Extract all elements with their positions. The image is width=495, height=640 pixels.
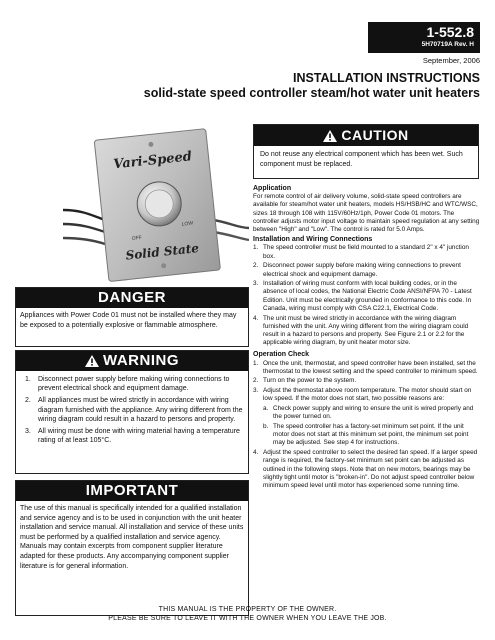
list-item: b. The speed controller has a factory-set minimum set point. If the unit motor does not start at this minimum set point, the minimum set point may be adjusted. See step 4 for instructions. bbox=[263, 422, 469, 447]
document-date: September, 2006 bbox=[422, 56, 480, 65]
application-heading: Application bbox=[253, 185, 292, 192]
list-item: a. Check power supply and wiring to ensure the unit is wired properly and the power turned on. bbox=[263, 405, 474, 421]
danger-text: Appliances with Power Code 01 must not be installed where they may be exposed to a potentially explosive or flammable atmosphere. bbox=[20, 312, 237, 329]
list-item: 3. All wiring must be done with wiring material having a temperature rating of at least 105°C. bbox=[25, 428, 240, 445]
danger-heading: DANGER bbox=[16, 288, 248, 308]
brand-bottom-label: Solid State bbox=[124, 241, 200, 263]
low-label: LOW bbox=[181, 220, 194, 228]
operation-substeps bbox=[253, 405, 481, 448]
list-item: 2. All appliances must be wired strictly in accordance with wiring diagram furnished with the appliance. Any wiring different from the wiring diagram could result in a hazard to persons and property. bbox=[25, 397, 243, 423]
footer-line-1: THIS MANUAL IS THE PROPERTY OF THE OWNER. bbox=[158, 606, 337, 613]
warning-triangle-icon bbox=[85, 353, 99, 373]
page-subtitle: solid-state speed controller steam/hot water unit heaters bbox=[143, 86, 480, 100]
operation-steps-continued bbox=[253, 449, 481, 490]
document-revision: 5H70719A Rev. H bbox=[421, 41, 474, 48]
list-item: 2. Disconnect power supply before making wiring connections to prevent electrical shock and equipment damage. bbox=[253, 262, 461, 278]
list-item: 1. The speed controller must be field mounted to a standard 2" x 4" junction box. bbox=[253, 244, 469, 260]
installation-steps bbox=[253, 244, 481, 347]
danger-box bbox=[15, 287, 249, 347]
speed-controller-photo bbox=[63, 124, 249, 282]
caution-heading: CAUTION bbox=[341, 127, 409, 143]
installation-heading: Installation and Wiring Connections bbox=[253, 236, 373, 244]
document-number: 1-552.8 bbox=[426, 24, 474, 40]
list-item: 1. Disconnect power supply before making wiring connections to prevent electrical shock and equipment damage. bbox=[25, 376, 230, 393]
document-number-tag bbox=[368, 22, 480, 53]
list-item: 4. The unit must be wired strictly in accordance with the wiring diagram furnished with the unit. Any wiring different from the wiring diagram could result in a hazard to persons and property. See Figure 2.1 or 2.2 for the applicable wiring diagram, by unit heater motor size. bbox=[253, 314, 469, 347]
important-text: The use of this manual is specifically intended for a qualified installation and service agency and is to be used in conjunction with the unit heater installation and service manual. All installation and service of these units must be performed by a qualified installation and service agency. Manuals may contain excerpts from component supplier literature adapted for these products. Any accompanying component supplier literature is for general information. bbox=[20, 505, 244, 570]
list-item: 4. Adjust the speed controller to select the desired fan speed. If a larger speed range is required, the factory-set minimum set point can be adjusted as outlined in the following steps. Note that on new motors, bearings may be slightly tight until motor is "broken-in". Do not adjust speed controller below minimum speed level until motor has experienced some running time. bbox=[253, 449, 478, 489]
operation-heading: Operation Check bbox=[253, 351, 310, 359]
warning-box bbox=[15, 350, 249, 474]
important-heading: IMPORTANT bbox=[16, 481, 248, 501]
list-item: 3. Adjust the thermostat above room temperature. The motor should start on low speed. If the motor does not start, two possible reasons are: bbox=[253, 387, 472, 403]
caution-box bbox=[253, 124, 479, 179]
caution-text: Do not reuse any electrical component which has been wet. Such component must be replaced. bbox=[260, 151, 463, 168]
list-item: 1. Once the unit, thermostat, and speed controller have been installed, set the thermostat to the lowest setting and the speed controller to minimum speed. bbox=[253, 359, 478, 375]
application-text: For remote control of air delivery volume, solid-state speed controllers are available for steam/hot water unit heaters, models HS/HSB/HC and WTC/WSC, sizes 18 through 108 with 115V/60Hz/1ph, Power Code 01 motors. The controller adjusts motor input voltage to maintain speed regulation at any setting between "High" and "Low". The control is rated for 5.0 Amps. bbox=[253, 193, 480, 234]
instructions-column bbox=[253, 185, 481, 492]
brand-top-label: Vari-Speed bbox=[112, 149, 193, 173]
off-label: OFF bbox=[131, 234, 142, 242]
footer-line-2: PLEASE BE SURE TO LEAVE IT WITH THE OWNER WHEN YOU LEAVE THE JOB. bbox=[108, 615, 387, 622]
list-item: 2. Turn on the power to the system. bbox=[253, 377, 357, 385]
operation-steps bbox=[253, 360, 481, 404]
warning-header bbox=[16, 351, 248, 371]
warning-heading: WARNING bbox=[103, 352, 179, 369]
page-title: INSTALLATION INSTRUCTIONS bbox=[292, 71, 480, 85]
warning-list bbox=[16, 371, 248, 445]
warning-triangle-icon bbox=[323, 127, 337, 148]
caution-header bbox=[254, 125, 478, 146]
important-box bbox=[15, 480, 249, 616]
list-item: 3. Installation of wiring must conform with local building codes, or in the absence of local codes, the National Electric Code ANSI/NFPA 70 - Latest Edition. Unit must be electrically grounded in conformance to this code. In Canada, wiring must comply with CSA C22.1, Electrical Code. bbox=[253, 280, 472, 312]
